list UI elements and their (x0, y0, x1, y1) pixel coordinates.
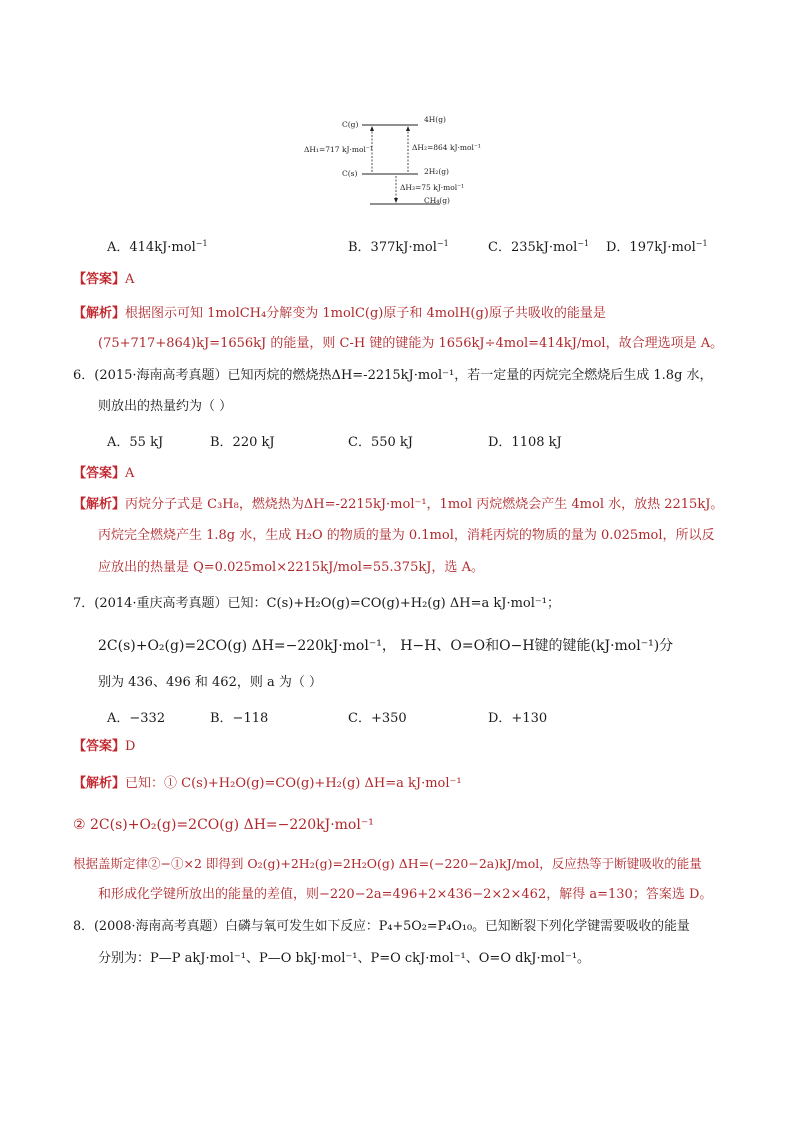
label-2h2g: 2H₂(g) (424, 167, 449, 176)
q6-answer: 【答案】A (73, 466, 135, 481)
q5-option-c: C．235kJ·mol$^{-1}$ (488, 239, 590, 255)
label-cg: C(g) (342, 120, 359, 129)
q5-analysis-line2: (75+717+864)kJ=1656kJ 的能量，则 C-H 键的键能为 1656kJ÷4mol=414kJ/mol，故合理选项是 A。 (98, 336, 724, 351)
energy-level-diagram (300, 108, 520, 212)
label-dh2: ΔH₂=864 kJ·mol⁻¹ (412, 143, 481, 152)
q6-option-a: A．55 kJ (107, 435, 164, 450)
q7-analysis-line3: 根据盖斯定律②−①×2 即得到 O₂(g)+2H₂(g)=2H₂O(g) ΔH=(−220−2a)kJ/mol，反应热等于断键吸收的能量 (73, 856, 702, 871)
q7-option-d: D．+130 (488, 711, 548, 726)
q7-analysis-line2: ② 2C(s)+O₂(g)=2CO(g) ΔH=−220kJ·mol⁻¹ (73, 817, 374, 833)
q5-answer: 【答案】A (73, 272, 135, 287)
q6-stem-line1: 6．(2015·海南高考真题）已知丙烷的燃烧热ΔH=-2215kJ·mol⁻¹，若一定量的丙烷完全燃烧后生成 1.8g 水， (73, 368, 713, 383)
q7-analysis-line4: 和形成化学键所放出的能量的差值，则−220−2a=496+2×436−2×2×462，解得 a=130；答案选 D。 (98, 887, 713, 902)
q7-answer: 【答案】D (73, 739, 136, 754)
q6-option-c: C．550 kJ (348, 435, 413, 450)
q8-stem-line2: 分别为：P—P akJ·mol⁻¹、P—O bkJ·mol⁻¹、P=O ckJ·mol⁻¹、O=O dkJ·mol⁻¹。 (98, 951, 591, 966)
q7-option-a: A．−332 (107, 711, 166, 726)
q6-option-d: D．1108 kJ (488, 435, 562, 450)
label-dh3: ΔH₃=75 kJ·mol⁻¹ (400, 183, 465, 192)
q5-analysis-line1: 【解析】根据图示可知 1molCH₄分解变为 1molC(g)原子和 4molH(g)原子共吸收的能量是 (73, 306, 606, 321)
q7-stem-line3: 别为 436、496 和 462，则 a 为（ ） (98, 675, 322, 690)
q7-stem-line2: 2C(s)+O₂(g)=2CO(g) ΔH=−220kJ·mol⁻¹， H−H、O=O和O−H键的键能(kJ·mol⁻¹)分 (98, 638, 674, 654)
q6-stem-line2: 则放出的热量约为（ ） (98, 399, 233, 414)
label-4hg: 4H(g) (424, 115, 446, 124)
q5-option-d: D．197kJ·mol$^{-1}$ (606, 239, 708, 255)
q5-option-b: B．377kJ·mol$^{-1}$ (348, 239, 449, 255)
label-dh1: ΔH₁=717 kJ·mol⁻¹ (304, 145, 373, 154)
q8-stem-line1: 8．(2008·海南高考真题）白磷与氧可发生如下反应：P₄+5O₂=P₄O₁₀。已知断裂下列化学键需要吸收的能量 (73, 919, 690, 934)
q7-analysis-line1: 【解析】已知：① C(s)+H₂O(g)=CO(g)+H₂(g) ΔH=a kJ·mol⁻¹ (73, 776, 462, 791)
q6-analysis-line2: 丙烷完全燃烧产生 1.8g 水，生成 H₂O 的物质的量为 0.1mol，消耗丙烷的物质的量为 0.025mol，所以反 (98, 528, 715, 543)
q7-option-c: C．+350 (348, 711, 407, 726)
q7-stem-line1: 7．(2014·重庆高考真题）已知：C(s)+H₂O(g)=CO(g)+H₂(g) ΔH=a kJ·mol⁻¹； (73, 596, 560, 611)
q6-analysis-line1: 【解析】丙烷分子式是 C₃H₈，燃烧热为ΔH=-2215kJ·mol⁻¹，1mol 丙烷燃烧会产生 4mol 水，放热 2215kJ。 (73, 497, 724, 512)
label-cs: C(s) (342, 169, 358, 178)
q5-option-a: A．414kJ·mol$^{-1}$ (107, 239, 208, 255)
q6-option-b: B．220 kJ (210, 435, 275, 450)
q7-option-b: B．−118 (210, 711, 269, 726)
label-ch4g: CH₄(g) (424, 196, 450, 205)
q6-analysis-line3: 应放出的热量是 Q=0.025mol×2215kJ/mol=55.375kJ，选 A。 (98, 560, 484, 575)
